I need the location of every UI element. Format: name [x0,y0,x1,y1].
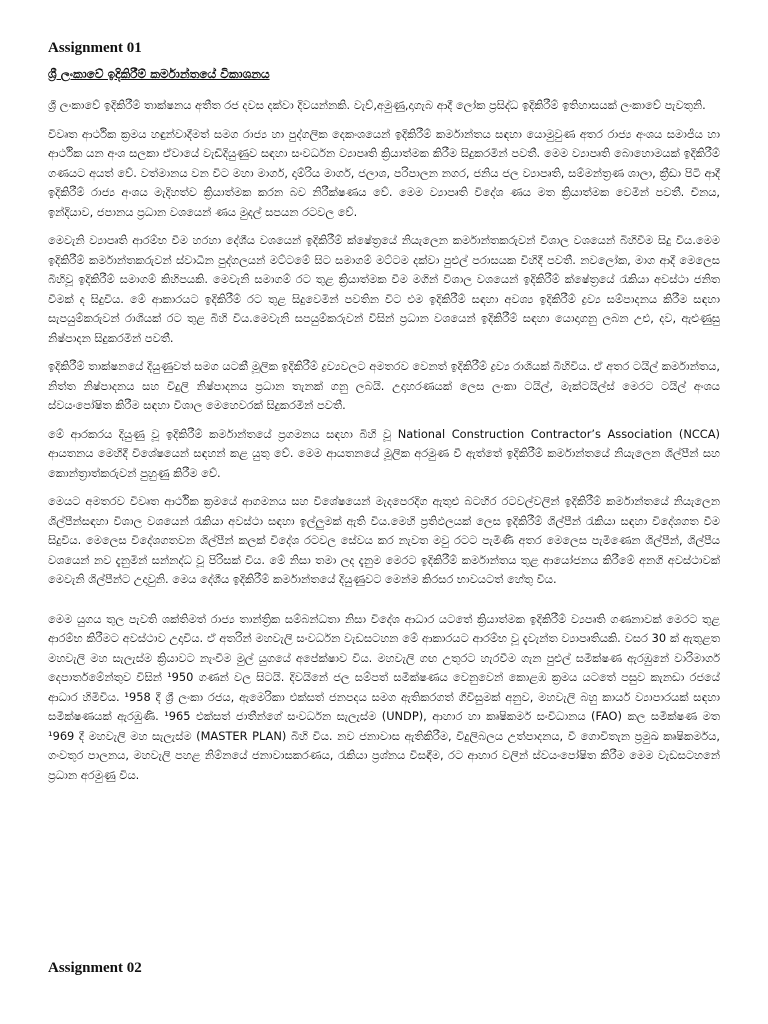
paragraph-7: මෙම යුගය තුල පැවති ශක්තිමත් රාජ්‍ය තාන්ත්‍රික සම්බන්ධතා නිසා විදේශ ආධාර යටතේ ක්‍රියාත්මක ඉදිකිරීම් ව්‍යපෘති ගණනාවක් මෙරට තුළ ආරම්භ කිරීමට අවස්ථාව උදාවිය. ඒ අතරින් මහවැලි සංවර්ධන වැඩසටහන මේ ආකාරයට ආරම්භ වූ දැවැන්ත ව්‍යාපෘතියකි. වසර 30 ක් ඇතුළත මහවැලි මහ සැලැස්ම ක්‍රියාවට නැංවීම මුල් යුගයේ අපේක්ෂාව විය. මහවැලි ගඟ උතුරට හැරවීම ගැන පුළුල් සමීක්ෂණ ඇරඹුනේ වාරිමාර්ග දෙපාර්තමේන්තුව විසින් ¹950 ගණන් වල සිටයි. දිවයිනේ ජල සම්පත් සමීක්ෂණය වෙනුවෙන් කොළඹ ක්‍රමය යටතේ පසුව කැනඩා රජයේ ආධාර හිමිවිය. ¹958 දී ශ්‍රී ලංකා රජය, ඇමෙරිකා එක්සත් ජනපදය සමග ඇතිකරගත් ගිවිසුමක් අනුව, මහවැලි බහු කාර්ය ව්‍යාපාරයක් සඳහා සමීක්ෂණයක් ඇරඹුණි. ¹965 එක්සත් ජාතීන්ගේ සංවර්ධන සැලැස්ම (UNDP), ආහාර හා කෘෂිකර්ම සංවිධානය (FAO) කල සමීක්ෂණ මත ¹969 දී මහවැලි මහ සැලැස්ම (MASTER PLAN) බිහි විය. නව ජනාවාස ඇතිකිරීම, විදුලිබලය උත්පාදනය, වී ගොවිතැන ප්‍රමුඛ කෘෂිකර්මය, ගංවතුර පාලනය, මහවැලි පහළ නිම්නයේ ජනාවාසකරණය, රැකියා ප්‍රශ්නය විසඳීම, රට ආහාර වලින් ස්වයංපෝෂිත කිරීම මෙම වැඩසටහනේ ප්‍රධාන අරමුණු විය. [48,611,720,782]
paragraph-5: මේ ආරකරය දියුණු වූ ඉදිකිරීම් කර්මාන්තයේ ප්‍රගමනය සඳහා බිහි වූ National Construction Contractor’s Association (NCCA) ආයතනය මෙහිදී විශේෂයෙන් සඳහන් කළ යුතු වේ. මෙම ආයතනයේ මූලික අරමුණ වී ඇත්තේ ඉදිකිරීම් කර්මාන්තයේ නියැලෙන ශිල්පීන් සහ කොන්ත්‍රාත්කරුවන් පුහුණු කිරීම වේ. [48,426,720,480]
next-assignment-heading: Assignment 02 [48,960,142,976]
paragraph-6: මෙයට අමතරව විවෘත ආර්ථික ක්‍රමයේ ආගමනය සහ විශේෂයෙන් මැදපෙරදිග ඇතුළු බටහිර රටවල්වලින් ඉදිකිරීම් කර්මාන්තයේ නියැලෙන ශිල්පීන්සඳහා විශාල වශයෙන් රැකියා අවස්ථා සඳහා ඉල්ලුමක් ඇති විය.මෙහි ප්‍රතිඵලයක් ලෙස ඉදිකිරීම් ශිල්පීන් රැකියා සඳහා විදේශගත වීම සිදුවිය. මෙලෙස විදේශගතවන ශිල්පීන් කලක් විදේශ රටවල සේවය කර නැවත මවු රටට පැමිණි අතර මෙලෙස පැමිණෙන ශිල්පීන්, ශිල්පීය වශයෙන් නව දැනුමින් සන්නද්ධ වූ පිරිසක් විය. මේ නිසා තමා ලද දැනුම මෙරට ඉදිකිරීම් කර්මාන්තය තුළ ආයෝජනය කිරීමේ අනගි අවස්ථාවක් මෙවැනි ශිල්පීන්ට උදාවුනි. මෙය දේශීය ඉදිකිරීම් කර්මාන්තයේ දියුණුවට මෙන්ම කිරසර භාවයටත් හේතු විය. [48,494,720,586]
document-subtitle: ශ්‍රී ලංකාවේ ඉදිකිරීම් කර්මාන්තයේ විකාශනය [48,67,270,81]
paragraph-2: විවෘත ආර්ථික ක්‍රමය හඳුන්වාදීමත් සමග රාජ්‍ය හා පුද්ගලික දෙකංශයෙන් ඉදිකිරීම් කර්මාන්තය සඳහා යොමුවුණ අතර රාජ්‍ය අංශය සමාජීය හා ආර්ථික යන අංශ සලකා ඒවායේ වැඩිදියුණුව සඳහා සංවර්ධන ව්‍යාපෘති ක්‍රියාත්මක කිරීම සිදුකරමින් පවතී. මෙම ව්‍යාපෘති බොහොමයක් ඉදිකිරීම් ගණයට අයත් වේ. වත්මානය වන විට මහා මාර්ග, ද්‍රුම්රිය මාර්ග, ජලාශ, පරිපාලන නගර, ජනිය ජල ව්‍යාපෘති, සම්මන්ත්‍රණ ශාලා, ක්‍රීඩා පිටි ආදී ඉදිකිරීම් රාජ්‍ය අංශය මැදිහත්ව ක්‍රියාත්මක කරන බව නිරීක්ෂණය වේ. මෙම ව්‍යාපෘති විදේශ ණය මත ක්‍රියාත්මක වෙමින් පවතී. චීනය, ඉන්දියාව, ජපානය ප්‍රධාන වශයෙන් ණය මුදල් සපයන රටවල වේ. [48,126,720,219]
assignment-heading: Assignment 01 [48,40,142,56]
paragraph-3: මෙවැනි ව්‍යාපෘති ආරම්භ වීම හරහා දේශීය වශයෙන් ඉදිකිරීම් ක්ෂේත්‍රයේ නියැලෙන කර්මාන්තකරුවන් විශාල වශයෙන් බිහිවීම සිදු විය.මෙම ඉදිකිරීම් කර්මාන්තකරුවන් ස්වාධීන පුද්ගලයන් මට්ටමේ සිට සමාගම් මට්ටම දක්වා පුළුල් පරාසයක විහිදී පවතී. නවලෝක, මාග ආදී මෙලෙස බිහිවූ ඉදිකිරීම් සමාගම් කිහිපයකි. මෙවැනි සමාගම් රට තුළ ක්‍රියාත්මක වීම මගින් විශාල වශයෙන් ඉදිකිරීම් ක්ෂේත්‍රයේ රැකියා අවස්ථා ජනිත වීමක් ද සිදුවිය. මේ ආකාරයට ඉදිකිරීම් රට තුළ සිදුවෙමින් පවතින විට එම ඉදිකිරීම් සඳහා අවශ්‍ය ඉදිකිරීම් ද්‍රව්‍ය සම්පාදනය කිරීම සඳහා සැපයුම්කරුවන් රාශියක් රට තුළ බිහි විය.මෙවැනි සපයුම්කරුවන් විසින් ප්‍රධාන වශයෙන් ඉදිකිරීම් සඳහා යොදාගනු ලබන උළු, දව, ඇළුණුසු නිෂ්පාදන සිදුකරමින් පවතී. [48,233,720,345]
paragraph-1: ශ්‍රී ලංකාවේ ඉදිකිරීම් තාක්ෂනය අතීත රජ දවස දක්වා දිවයන්නකි. වැව්,අමුණු,දාගැබ ආදී ලෝක ප්‍රසිද්ධ ඉදිකිරීම් ඉතිහාසයක් ලංකාවේ පැවතුනි. [48,98,706,112]
paragraph-4: ඉදිකිරීම් තාක්ෂනයේ දියුණුවත් සමග යටකී මූලික ඉදිකිරීම් ද්‍රව්‍යවලට අමතරව වෙනත් ඉදිකිරීම් ද්‍රව්‍ය රාශියක් බිහිවිය. ඒ අතර ටයිල් කර්මාන්තය, නිත්ත නිෂ්පාදනය සහ විදුලි නිෂ්පාදනය ප්‍රධාන තැනක් ගනු ලබයි. උදාහරණයක් ලෙස ලංකා ටයිල්, මැක්ටයිල්ස් මෙරට ටයිල් අංශය ස්වයංපෝෂිත කිරීම සඳහා විශාල මෙහෙවරක් සිදුකරමින් පවතී. [48,359,720,412]
